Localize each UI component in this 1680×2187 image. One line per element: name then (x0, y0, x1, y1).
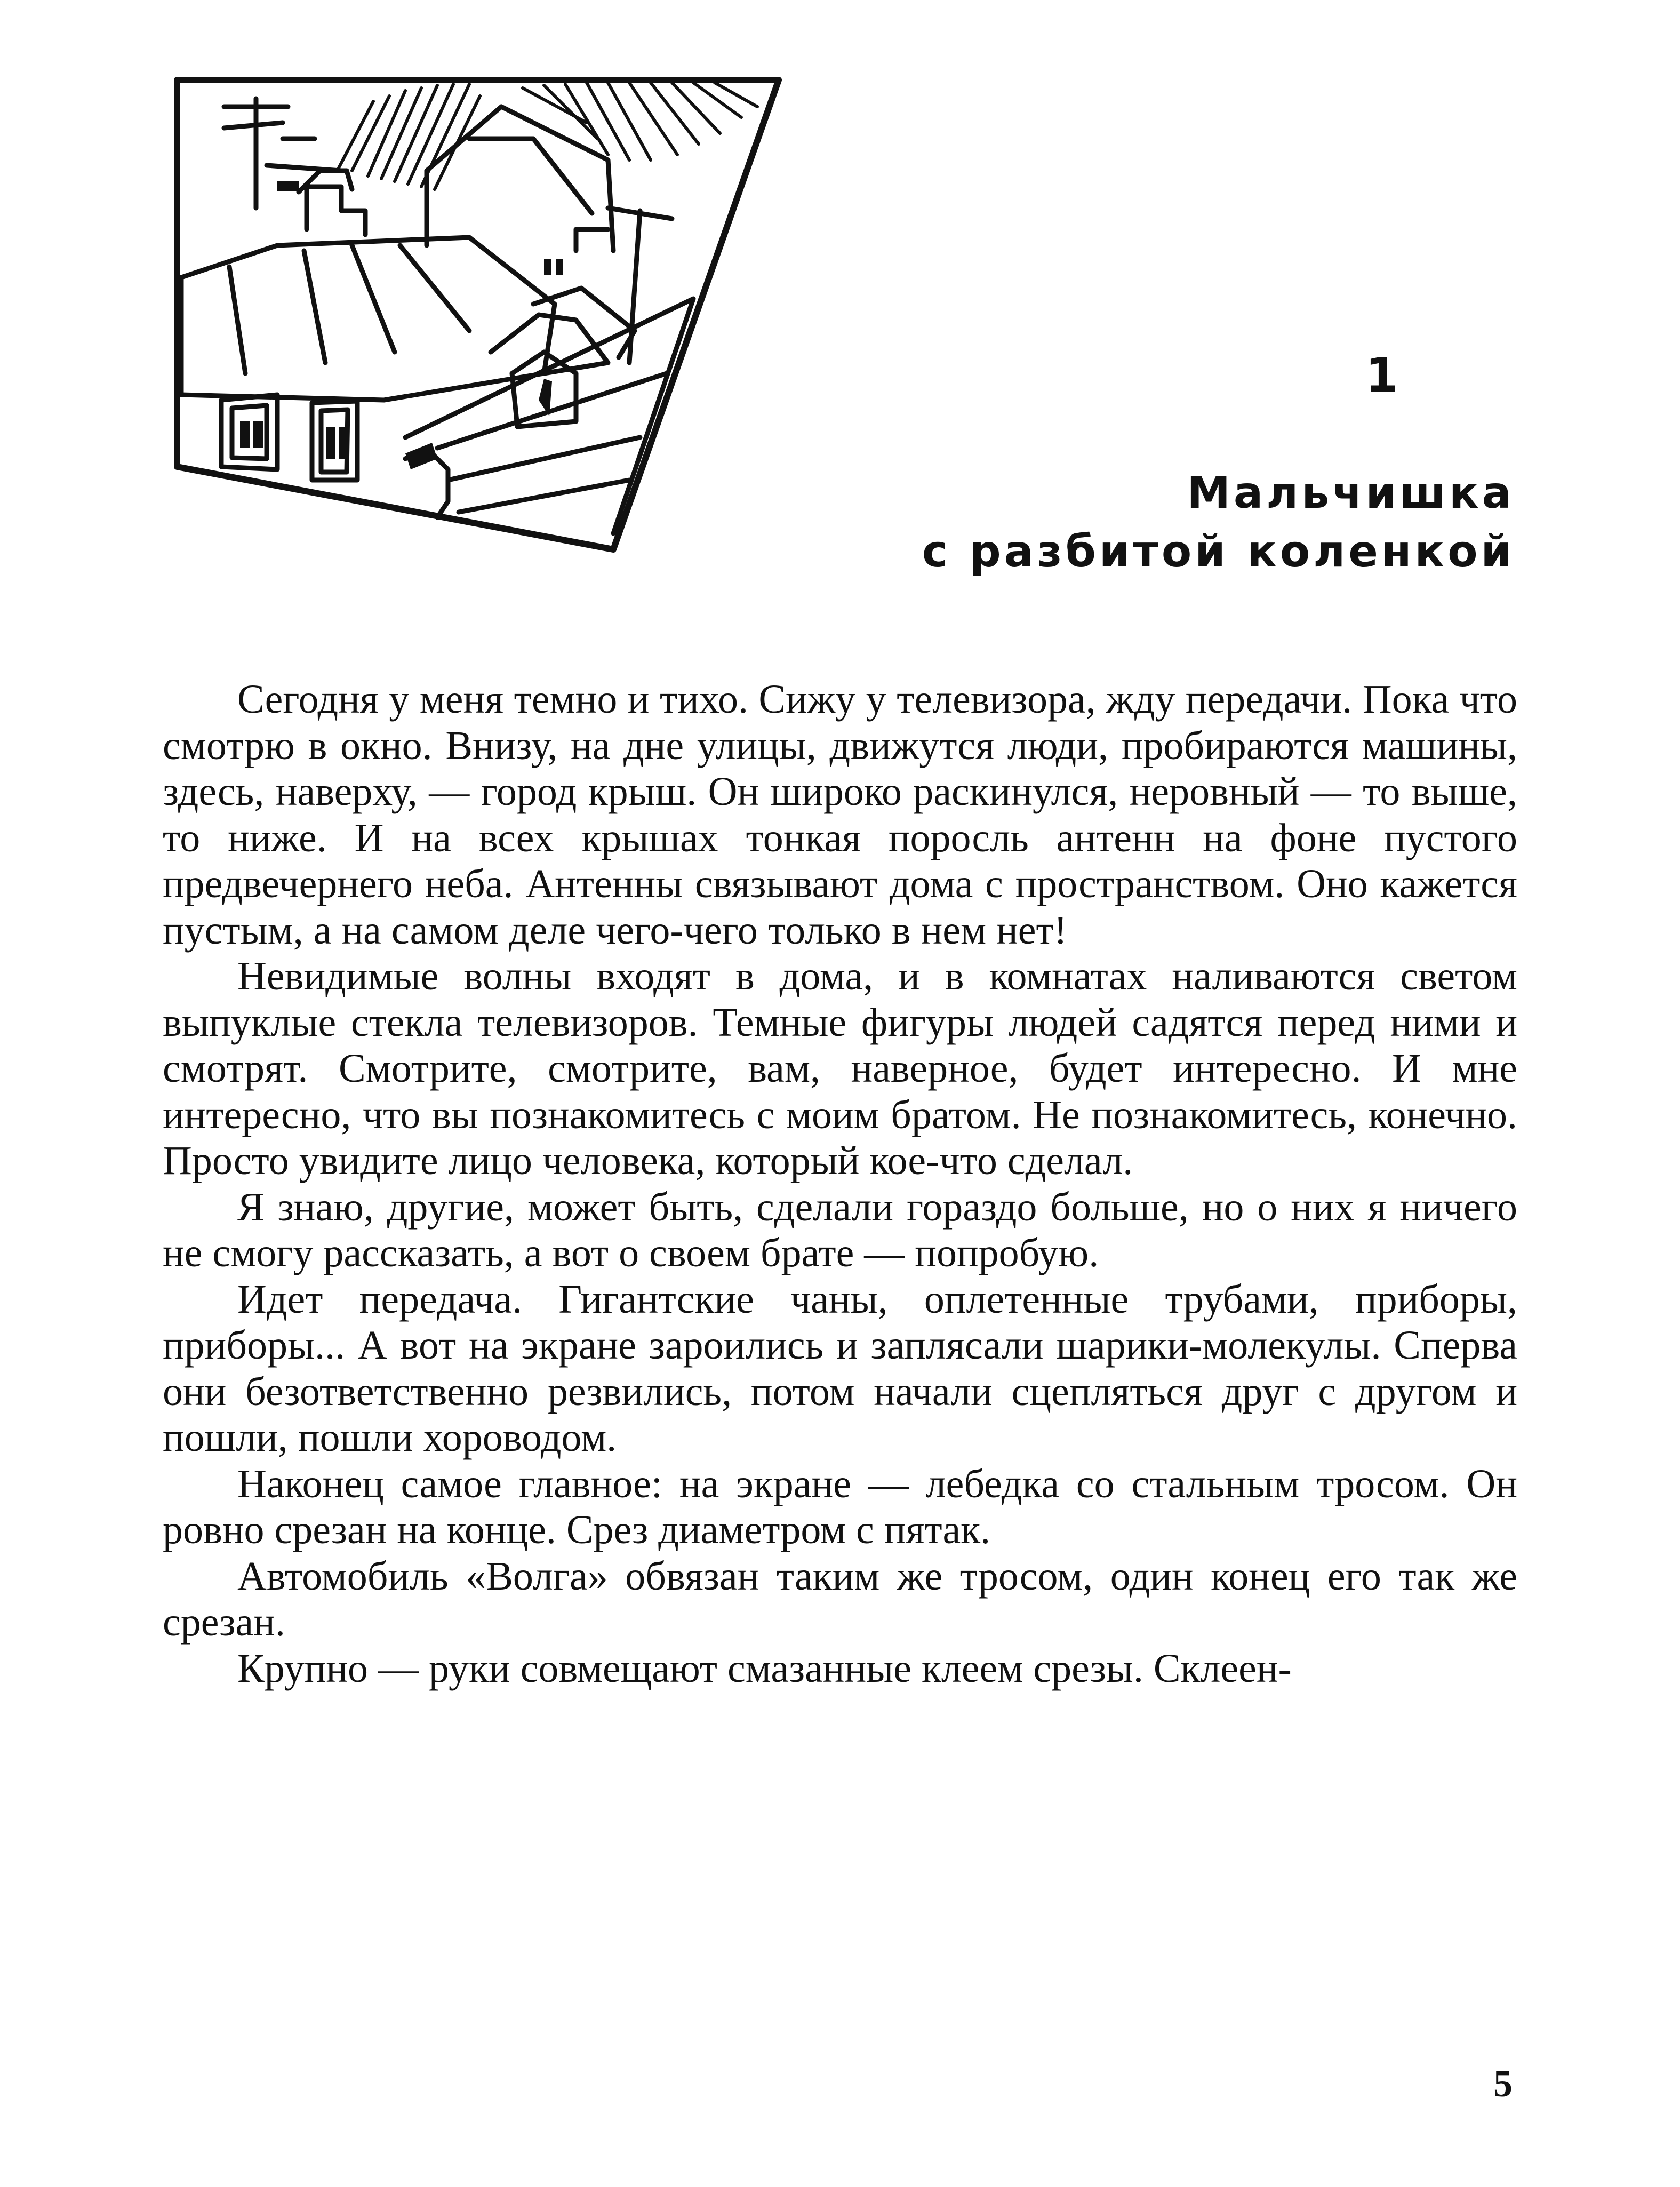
paragraph-5: Наконец самое главное: на экране — лебедка со стальным тросом. Он ровно срезан на конце. Срез диаметром с пятак. (163, 1461, 1517, 1552)
chapter-number: 1 (1365, 348, 1398, 403)
rooftops-illustration (171, 75, 784, 555)
chapter-title-line-2: с разбитой коленкой (922, 526, 1515, 577)
body-text (163, 676, 1517, 1691)
paragraph-6: Автомобиль «Волга» обвязан таким же тросом, один конец его так же срезан. (163, 1553, 1517, 1645)
paragraph-3: Я знаю, другие, может быть, сделали гораздо больше, но о них я ничего не смогу рассказать, а вот о своем брате — попробую. (163, 1184, 1517, 1275)
paragraph-2: Невидимые волны входят в дома, и в комнатах наливаются светом выпуклые стекла телевизоров. Темные фигуры людей садятся перед ними и смотрят. Смотрите, смотрите, вам, наверное, будет интересно. И мне интересно, что вы познакомитесь с моим братом. Не познакомитесь, конечно. Просто увидите лицо человека, который кое-что сделал. (163, 954, 1517, 1183)
paragraph-1: Сегодня у меня темно и тихо. Сижу у телевизора, жду передачи. Пока что смотрю в окно. Внизу, на дне улицы, движутся люди, пробираются машины, здесь, наверху, — город крыш. Он широко раскинулся, неровный — то выше, то ниже. И на всех крышах тонкая поросль антенн на фоне пустого предвечернего неба. Антенны связывают дома с пространством. Оно кажется пустым, а на самом деле чего-чего только в нем нет! (163, 677, 1517, 953)
chapter-title (922, 464, 1515, 581)
paragraph-4: Идет передача. Гигантские чаны, оплетенные трубами, приборы, приборы... А вот на экране зароились и заплясали шарики-молекулы. Сперва они безответственно резвились, потом начали сцепляться друг с другом и пошли, пошли хороводом. (163, 1276, 1517, 1460)
chapter-title-line-1: Мальчишка (1187, 468, 1515, 518)
paragraph-7: Крупно — руки совмещают смазанные клеем срезы. Склеен- (237, 1646, 1292, 1691)
page-number: 5 (1493, 2062, 1513, 2105)
